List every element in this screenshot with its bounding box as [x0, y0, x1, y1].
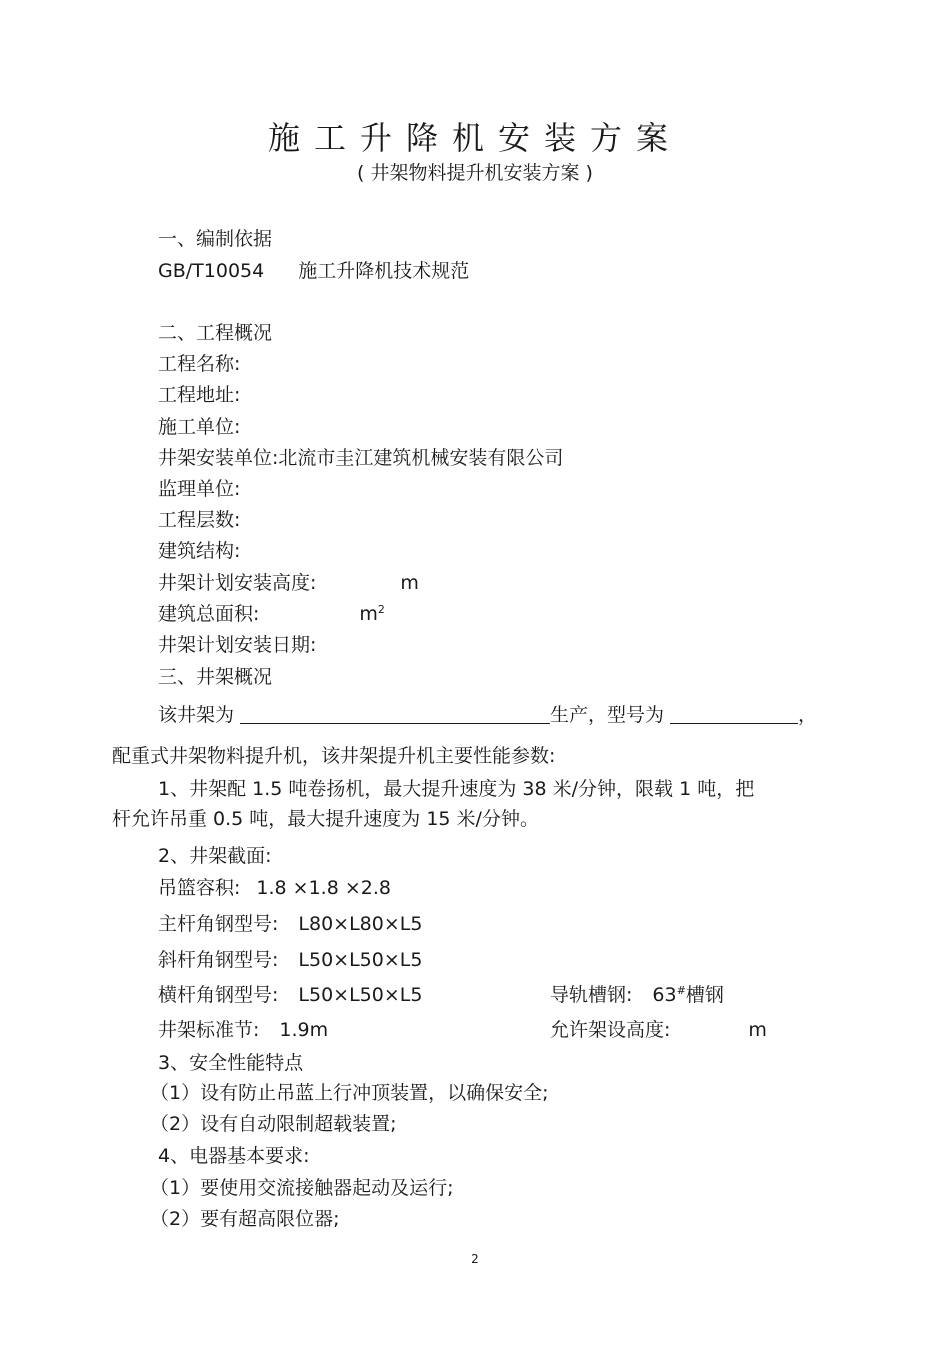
manufacturer-blank — [240, 703, 550, 724]
param-3-heading: 3、安全性能特点 — [158, 1052, 304, 1074]
main-chord-label: 主杆角钢型号: — [158, 913, 279, 935]
hoist-intro-c: ， — [798, 704, 818, 726]
section-3-heading: 三、井架概况 — [158, 666, 273, 688]
total-area-unit: m — [359, 603, 378, 625]
guide-rail-value: 63 — [652, 984, 677, 1006]
guide-rail-value-suffix: 槽钢 — [685, 984, 724, 1006]
model-blank — [670, 703, 798, 724]
total-area-unit-sup: 2 — [377, 603, 385, 616]
hoist-intro-b: 生产，型号为 — [550, 704, 665, 726]
section-2-heading: 二、工程概况 — [158, 322, 273, 344]
project-name-label: 工程名称: — [158, 353, 241, 375]
construction-unit-label: 施工单位: — [158, 416, 241, 438]
allowed-height-label: 允许架设高度: — [550, 1019, 671, 1041]
cross-bar-value: L50×L50×L5 — [298, 984, 423, 1006]
diagonal-value: L50×L50×L5 — [298, 949, 423, 971]
main-chord-value: L80×L80×L5 — [298, 913, 423, 935]
total-area-line — [158, 602, 385, 626]
hoist-intro-a: 该井架为 — [158, 704, 235, 726]
install-height-label: 井架计划安装高度: — [158, 572, 317, 594]
document-title: 施工升降机安装方案 — [267, 119, 682, 157]
project-address-label: 工程地址: — [158, 384, 241, 406]
supervisor-label: 监理单位: — [158, 478, 241, 500]
standard-section-line — [158, 1018, 328, 1042]
param-1-line-a: 1、井架配 1.5 吨卷扬机，最大提升速度为 38 米/分钟，限载 1 吨，把 — [158, 778, 755, 800]
standard-section-value: 1.9m — [279, 1019, 329, 1041]
installer-line — [158, 446, 563, 470]
param-4-item-2: （2）要有超高限位器; — [150, 1208, 340, 1230]
param-4-item-1: （1）要使用交流接触器起动及运行; — [150, 1177, 454, 1199]
diagonal-line — [158, 948, 422, 972]
cross-bar-label: 横杆角钢型号: — [158, 984, 279, 1006]
basket-volume-label: 吊篮容积: — [158, 877, 241, 899]
standard-code: GB/T10054 — [158, 260, 265, 282]
guide-rail-value-sup: # — [676, 984, 686, 997]
section-1-heading: 一、编制依据 — [158, 228, 273, 250]
standard-section-label: 井架标准节: — [158, 1019, 260, 1041]
hoist-intro-d: 配重式井架物料提升机，该井架提升机主要性能参数: — [112, 745, 556, 767]
basket-volume-value: 1.8 ×1.8 ×2.8 — [256, 877, 391, 899]
diagonal-label: 斜杆角钢型号: — [158, 949, 279, 971]
install-height-unit: m — [400, 572, 419, 594]
guide-rail-line — [550, 983, 724, 1007]
install-height-line — [158, 571, 419, 595]
param-1-line-b: 杆允许吊重 0.5 吨，最大提升速度为 15 米/分钟。 — [112, 808, 539, 830]
install-date-label: 井架计划安装日期: — [158, 634, 317, 656]
floors-label: 工程层数: — [158, 509, 241, 531]
standard-title: 施工升降机技术规范 — [298, 260, 470, 282]
page-number: 2 — [471, 1252, 479, 1266]
param-2-heading: 2、井架截面: — [158, 845, 272, 867]
structure-label: 建筑结构: — [158, 540, 241, 562]
hoist-intro-line — [158, 703, 817, 727]
main-chord-line — [158, 912, 422, 936]
cross-bar-line — [158, 983, 422, 1007]
document-subtitle: ( 井架物料提升机安装方案 ) — [357, 162, 593, 184]
allowed-height-line — [550, 1018, 767, 1042]
guide-rail-label: 导轨槽钢: — [550, 984, 633, 1006]
basket-volume-line — [158, 876, 391, 900]
param-3-item-1: （1）设有防止吊蓝上行冲顶装置，以确保安全; — [150, 1082, 549, 1104]
param-4-heading: 4、电器基本要求: — [158, 1145, 310, 1167]
param-3-item-2: （2）设有自动限制超载装置; — [150, 1113, 397, 1135]
installer-value: 北流市圭江建筑机械安装有限公司 — [278, 447, 564, 469]
total-area-label: 建筑总面积: — [158, 603, 260, 625]
standard-reference — [158, 259, 469, 283]
allowed-height-unit: m — [748, 1019, 767, 1041]
installer-label: 井架安装单位: — [158, 447, 279, 469]
